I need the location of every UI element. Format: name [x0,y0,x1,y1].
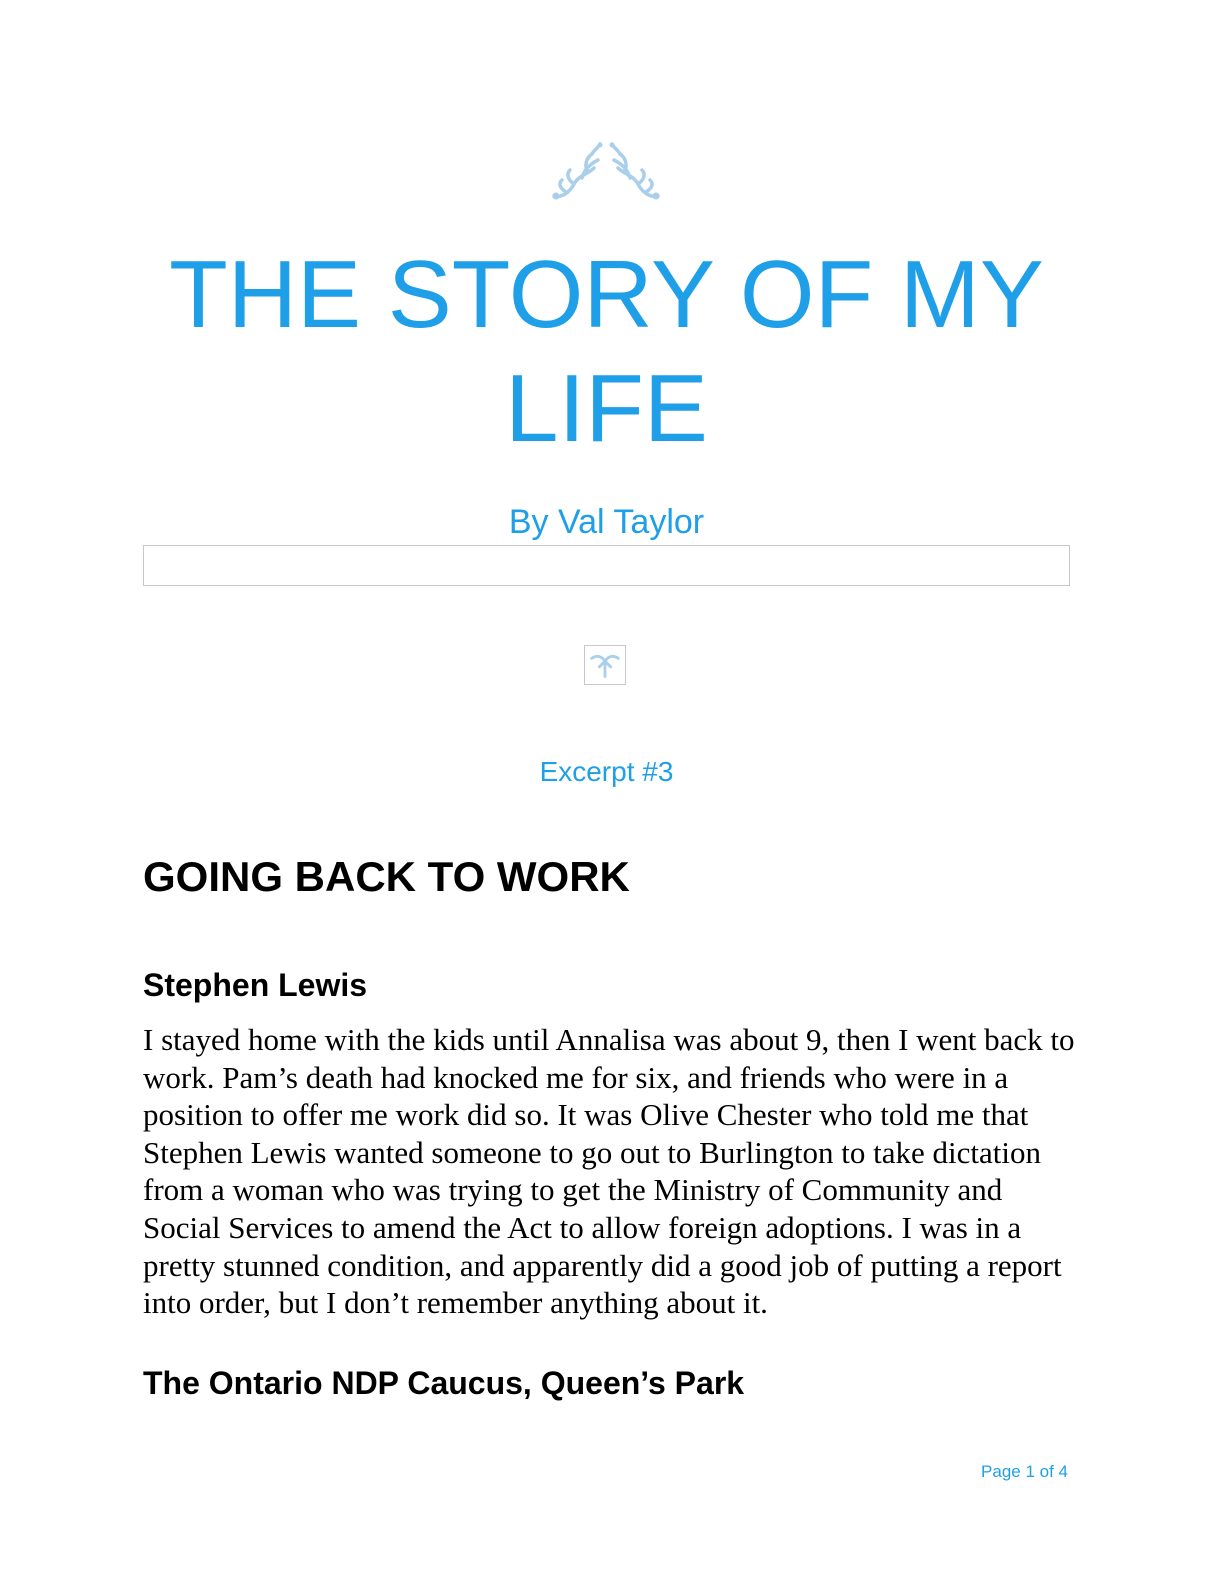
subsection-heading: Stephen Lewis [143,967,368,1003]
floral-ornament-icon [548,140,664,204]
author-byline: By Val Taylor [508,503,705,541]
subsection-heading: The Ontario NDP Caucus, Queen’s Park [143,1365,745,1401]
fleuron-icon [584,645,626,685]
divider-box [143,545,1070,586]
page-number: Page 1 of 4 [981,1462,1068,1481]
section-heading: GOING BACK TO WORK [143,853,630,900]
document-title: THE STORY OF MY LIFE [169,241,1044,462]
excerpt-label: Excerpt #3 [539,756,674,787]
body-paragraph: I stayed home with the kids until Annalisa was about 9, then I went back to work. Pam’s death had knocked me for six, and friends who were in a position to offer me work did so. It was Olive Chester who told me that Stephen Lewis wanted someone to go out to Burlington to take dictation from a woman who was trying to get the Ministry of Community and Social Services to amend the Act to allow foreign adoptions. I was in a pretty stunned condition, and apparently did a good job of putting a report into order, but I don’t remember anything about it. [143,1022,1075,1321]
